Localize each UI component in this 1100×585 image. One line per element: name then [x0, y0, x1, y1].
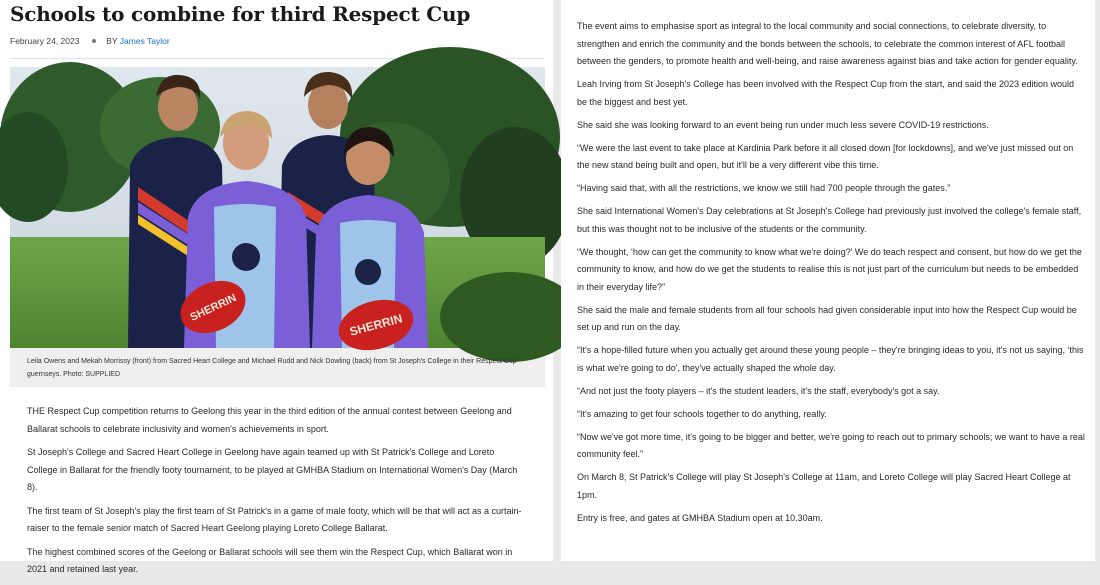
paragraph: The first team of St Joseph's play the first team of St Patrick's in a game of male footy, which will be that will act as a curtain-raiser to the female senior match of Sacred Heart Geelong playing Loreto College Ballarat. [27, 505, 522, 533]
photo-caption: Leila Owens and Mekah Morrissy (front) from Sacred Heart College and Michael Rudd and Nick Dowling (back) from St Joseph's College in their Respect Cup guernseys. Photo: SUPPLIED [27, 358, 517, 378]
byline-label: BY [106, 36, 118, 46]
paragraph: St Joseph's College and Sacred Heart College in Geelong have again teamed up with St Patrick's College and Loreto College in Ballarat for the friendly footy tournament, to be played at GMHBA Stadium on International Women's Day (March 8). [27, 447, 518, 492]
paragraph: “It's amazing to get four schools together to do anything, really. [577, 408, 827, 419]
paragraph: “And not just the footy players – it's the student leaders, it's the staff, everybody's got a say. [577, 385, 940, 396]
article-title: Schools to combine for third Respect Cup [10, 2, 471, 26]
article-date: February 24, 2023 [10, 36, 80, 46]
article-body-left [27, 403, 527, 585]
paragraph: THE Respect Cup competition returns to Geelong this year in the third edition of the annual contest between Geelong and Ballarat schools to celebrate inclusivity and women's achievements in sport. [27, 406, 512, 434]
article-body-right [577, 18, 1085, 533]
paragraph: Leah Irving from St Joseph's College has been involved with the Respect Cup from the start, and said the 2023 edition would be the biggest and best yet. [577, 79, 1075, 107]
football-brand-left: SHERRIN [188, 292, 239, 324]
football-brand-right: SHERRIN [348, 311, 404, 339]
paragraph: “We thought, ‘how can get the community to know what we're doing?' We do teach respect and consent, but how do we get the community to know, and how do we get the students to realise this is not just part of the curriculum but needs to be embedded in their everyday life?” [577, 246, 1082, 292]
meta-separator-icon [92, 39, 96, 43]
paragraph: “Now we've got more time, it's going to be bigger and better, we're going to reach out to primary schools; we want to have a real community feel.” [577, 431, 1085, 459]
paragraph: On March 8, St Patrick's College will play St Joseph's College at 11am, and Loreto College will play Sacred Heart College at 1pm. [577, 472, 1071, 500]
paragraph: “Having said that, with all the restrictions, we know we still had 700 people through the gates.” [577, 183, 951, 193]
paragraph: She said the male and female students from all four schools had given considerable input into how the Respect Cup would be set up and run on the day. [577, 304, 1077, 332]
article-photo [10, 67, 545, 348]
author-link[interactable]: James Taylor [119, 36, 170, 46]
paragraph: “It's a hope-filled future when you actually get around these young people – they're bringing ideas to you, it's not us saying, ‘this is what we're going to do', they've actually shaped the whole day. [577, 345, 1084, 373]
article-right-column [561, 0, 1095, 561]
paragraph: The event aims to emphasise sport as integral to the local community and social connections, to celebrate diversity, to strengthen and enrich the community and the bonds between the schools, to celebrate the common interest of AFL football between the genders, to promote health and well-being, and raise awareness against bias and take action for gender equality. [577, 21, 1078, 66]
paragraph: She said she was looking forward to an event being run under much less severe COVID-19 restrictions. [577, 119, 989, 130]
paragraph: The highest combined scores of the Geelong or Ballarat schools will see them win the Respect Cup, which Ballarat won in 2021 and retained last year. [27, 546, 513, 574]
paragraph: Entry is free, and gates at GMHBA Stadium open at 10.30am. [577, 512, 823, 523]
article-meta [10, 36, 170, 46]
article-figure [10, 67, 545, 387]
paragraph: She said International Women's Day celebrations at St Joseph's College had previously just involved the college's female staff, but this was thought not to be inclusive of the students or the community. [577, 206, 1082, 234]
paragraph: “We were the last event to take place at Kardinia Park before it all closed down [for lockdowns], and we've just missed out on the new stand being built and open, but it'll be a very different vibe this time. [577, 142, 1074, 170]
article-left-column [0, 0, 553, 574]
